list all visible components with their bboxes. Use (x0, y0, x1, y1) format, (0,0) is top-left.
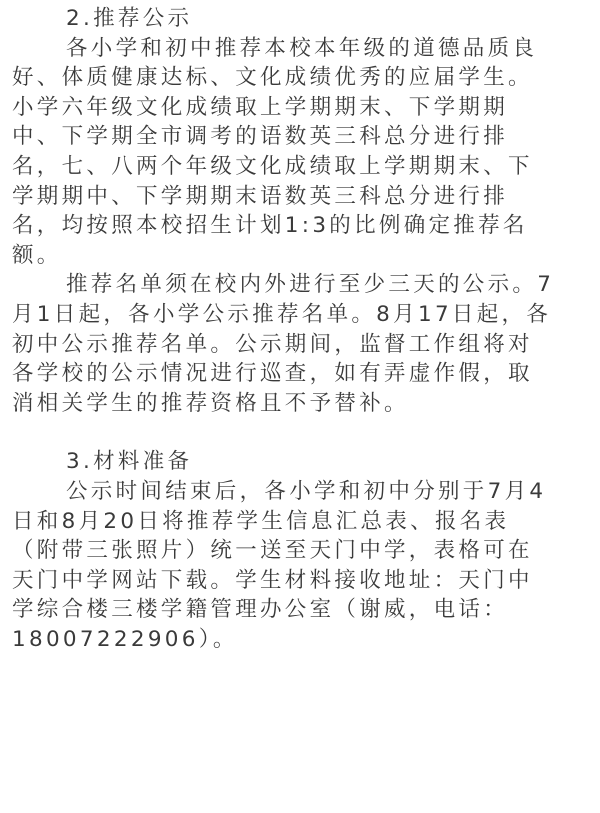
text-line: 日和8月20日将推荐学生信息汇总表、报名表 (12, 508, 510, 534)
text-line: 月1日起，各小学公示推荐名单。8月17日起，各 (12, 301, 552, 327)
text-line: 公示时间结束后，各小学和初中分别于7月4 (66, 478, 547, 504)
text-line: 消相关学生的推荐资格且不予替补。 (12, 390, 409, 416)
text-line: 18007222906）。 (12, 626, 238, 652)
text-line: 天门中学网站下载。学生材料接收地址：天门中 (12, 567, 533, 593)
text-line: 小学六年级文化成绩取上学期期末、下学期期 (12, 94, 509, 120)
text-line: 名，七、八两个年级文化成绩取上学期期末、下 (12, 153, 533, 179)
section-spacer (12, 418, 590, 447)
section-3-paragraph-1 (12, 477, 590, 655)
text-line: 额。 (12, 242, 62, 268)
text-line: 名，均按照本校招生计划1:3的比例确定推荐名 (12, 213, 528, 239)
text-line: 中、下学期全市调考的语数英三科总分进行排 (12, 124, 509, 150)
text-line: 各学校的公示情况进行巡查，如有弄虚作假，取 (12, 361, 533, 387)
text-line: 学综合楼三楼学籍管理办公室（谢威，电话： (12, 597, 509, 623)
text-line: （附带三张照片）统一送至天门中学，表格可在 (12, 538, 533, 564)
text-line: 好、体质健康达标、文化成绩优秀的应届学生。 (12, 65, 533, 91)
text-line: 学期期中、下学期期末语数英三科总分进行排 (12, 183, 509, 209)
text-line: 初中公示推荐名单。公示期间，监督工作组将对 (12, 331, 533, 357)
section-2-paragraph-2 (12, 270, 590, 418)
text-line: 推荐名单须在校内外进行至少三天的公示。7 (66, 272, 555, 298)
section-2-paragraph-1 (12, 34, 590, 271)
section-2-heading: 2.推荐公示 (66, 6, 193, 31)
section-3-heading: 3.材料准备 (66, 449, 193, 475)
text-line: 各小学和初中推荐本校本年级的道德品质良 (66, 35, 538, 61)
